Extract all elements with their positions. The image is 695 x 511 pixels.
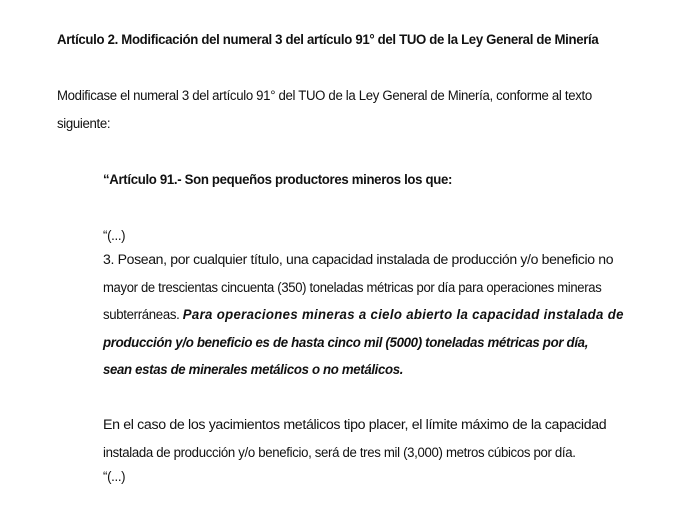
- numeral-3-line-3: [103, 306, 624, 324]
- numeral-3-line-3-normal: subterráneas.: [103, 307, 180, 323]
- placer-paragraph-line-1: En el caso de los yacimientos metálicos tipo placer, el límite máximo de la capacidad: [103, 417, 607, 433]
- placer-paragraph-line-2: instalada de producción y/o beneficio, será de tres mil (3,000) metros cúbicos por día.: [103, 445, 576, 461]
- intro-paragraph-line-1: Modificase el numeral 3 del artículo 91° del TUO de la Ley General de Minería, conforme al texto: [57, 88, 592, 104]
- ellipsis-close: “(...): [103, 469, 126, 485]
- intro-paragraph-line-2: siguiente:: [57, 116, 111, 132]
- numeral-3-line-3-bold-italic: Para operaciones mineras a cielo abierto la capacidad instalada de: [182, 307, 624, 323]
- ellipsis-open: “(...): [103, 228, 126, 244]
- numeral-3-line-5: sean estas de minerales metálicos o no metálicos.: [103, 362, 404, 378]
- numeral-3-line-1: 3. Posean, por cualquier título, una capacidad instalada de producción y/o beneficio no: [103, 252, 614, 268]
- quoted-article-heading: “Artículo 91.- Son pequeños productores mineros los que:: [103, 172, 453, 188]
- numeral-3-line-2: mayor de trescientas cincuenta (350) toneladas métricas por día para operaciones mineras: [103, 280, 602, 296]
- numeral-3-line-4: producción y/o beneficio es de hasta cinco mil (5000) toneladas métricas por día,: [103, 335, 589, 351]
- article-title: Artículo 2. Modificación del numeral 3 del artículo 91° del TUO de la Ley General de Minería: [57, 32, 599, 48]
